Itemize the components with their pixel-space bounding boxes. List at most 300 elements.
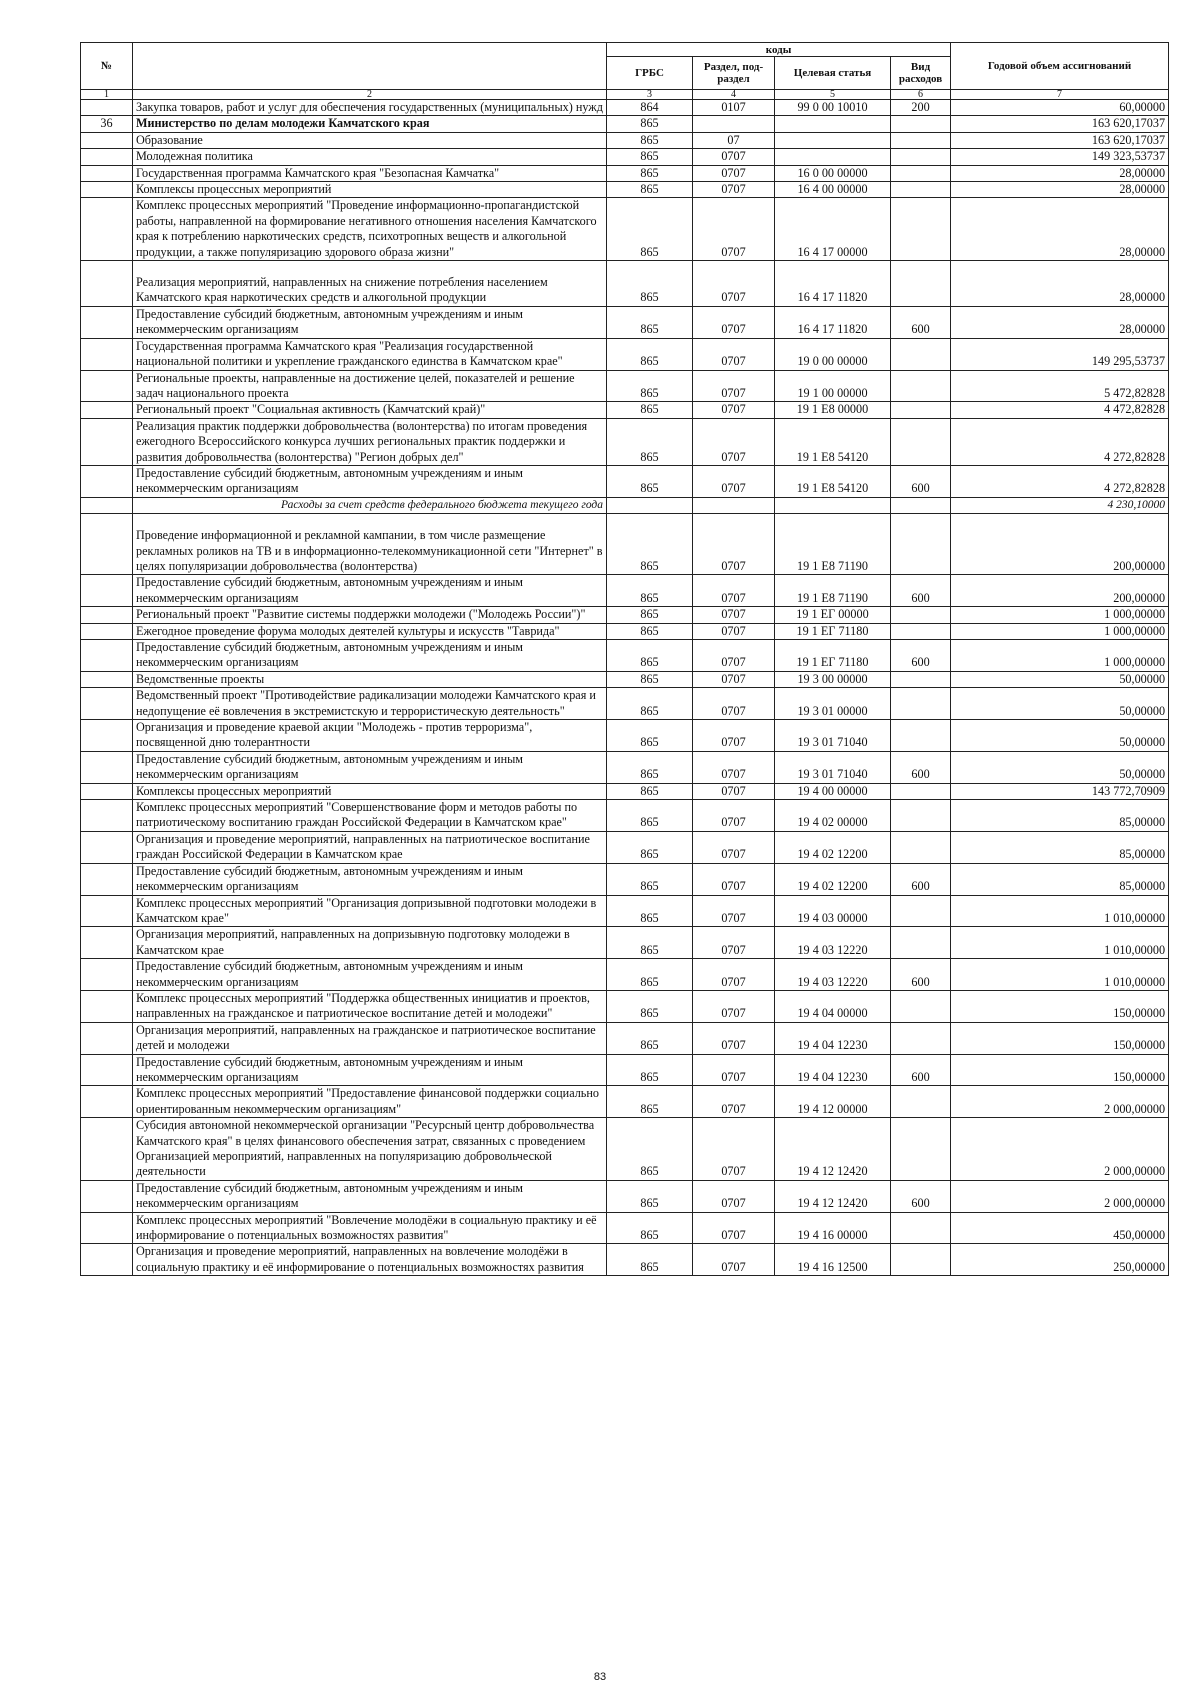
row-name: Организация мероприятий, направленных на допризывную подготовку молодежи в Камчатском крае [133, 927, 607, 959]
row-target-article: 16 4 00 00000 [775, 182, 891, 198]
row-name: Организация и проведение краевой акции "Молодежь - против терроризма", посвященной дню толерантности [133, 720, 607, 752]
row-target-article: 19 4 04 00000 [775, 990, 891, 1022]
row-expense-type [891, 623, 951, 639]
row-target-article: 19 4 04 12230 [775, 1022, 891, 1054]
row-target-article: 16 4 17 11820 [775, 261, 891, 307]
table-row [81, 198, 1169, 261]
row-name: Проведение информационной и рекламной кампании, в том числе размещение рекламных роликов на ТВ и в информационно-телекоммуникационной сети "Интернет" в целях популяризации добровольчества (волонтерства) [133, 514, 607, 575]
row-name: Комплекс процессных мероприятий "Поддержка общественных инициатив и проектов, направленных на гражданское и патриотическое воспитание детей и молодежи" [133, 990, 607, 1022]
row-razdel: 0707 [693, 1054, 775, 1086]
row-amount: 250,00000 [951, 1244, 1169, 1276]
row-expense-type [891, 895, 951, 927]
row-name: Государственная программа Камчатского края "Реализация государственной национальной политики и укрепление гражданского единства в Камчатском крае" [133, 338, 607, 370]
row-razdel: 07 [693, 132, 775, 148]
row-number: 36 [81, 116, 133, 132]
row-amount: 50,00000 [951, 751, 1169, 783]
row-grbs: 865 [607, 149, 693, 165]
row-razdel: 0707 [693, 640, 775, 672]
row-amount: 4 272,82828 [951, 418, 1169, 465]
row-expense-type: 600 [891, 1054, 951, 1086]
row-amount: 50,00000 [951, 720, 1169, 752]
row-razdel: 0707 [693, 149, 775, 165]
row-amount: 28,00000 [951, 182, 1169, 198]
row-name: Предоставление субсидий бюджетным, автономным учреждениям и иным некоммерческим организациям [133, 959, 607, 991]
header-razdel: Раздел, под-раздел [693, 57, 775, 90]
row-number [81, 402, 133, 418]
table-row [81, 751, 1169, 783]
row-amount: 60,00000 [951, 100, 1169, 116]
row-expense-type [891, 688, 951, 720]
table-row [81, 1086, 1169, 1118]
col-number: 7 [951, 90, 1169, 100]
row-target-article: 19 4 12 00000 [775, 1086, 891, 1118]
row-expense-type [891, 1086, 951, 1118]
row-number [81, 1180, 133, 1212]
row-target-article: 19 1 Е8 54120 [775, 465, 891, 497]
row-razdel: 0707 [693, 959, 775, 991]
row-grbs: 865 [607, 640, 693, 672]
row-target-article: 16 4 17 00000 [775, 198, 891, 261]
table-row [81, 640, 1169, 672]
row-number [81, 800, 133, 832]
row-amount: 28,00000 [951, 261, 1169, 307]
row-number [81, 338, 133, 370]
row-name: Предоставление субсидий бюджетным, автономным учреждениям и иным некоммерческим организациям [133, 751, 607, 783]
row-grbs: 865 [607, 927, 693, 959]
row-razdel [693, 497, 775, 513]
row-expense-type [891, 990, 951, 1022]
row-razdel: 0707 [693, 623, 775, 639]
header-vr: Вид расходов [891, 57, 951, 90]
row-expense-type: 600 [891, 306, 951, 338]
row-name: Организация мероприятий, направленных на гражданское и патриотическое воспитание детей и молодежи [133, 1022, 607, 1054]
row-grbs: 865 [607, 1022, 693, 1054]
row-expense-type: 600 [891, 465, 951, 497]
row-number [81, 149, 133, 165]
row-target-article: 19 0 00 00000 [775, 338, 891, 370]
row-amount: 1 000,00000 [951, 623, 1169, 639]
row-amount: 143 772,70909 [951, 783, 1169, 799]
row-number [81, 497, 133, 513]
row-razdel: 0707 [693, 575, 775, 607]
row-razdel: 0707 [693, 198, 775, 261]
header-row-1 [81, 43, 1169, 57]
table-row [81, 720, 1169, 752]
table-row [81, 831, 1169, 863]
row-expense-type [891, 165, 951, 181]
row-expense-type [891, 514, 951, 575]
table-row [81, 1180, 1169, 1212]
table-row [81, 261, 1169, 307]
row-razdel: 0707 [693, 1086, 775, 1118]
row-number [81, 514, 133, 575]
row-target-article: 16 4 17 11820 [775, 306, 891, 338]
row-grbs: 865 [607, 607, 693, 623]
row-number [81, 990, 133, 1022]
row-target-article: 99 0 00 10010 [775, 100, 891, 116]
row-razdel: 0707 [693, 1022, 775, 1054]
row-razdel: 0707 [693, 800, 775, 832]
row-expense-type [891, 720, 951, 752]
row-grbs: 865 [607, 306, 693, 338]
table-row [81, 1244, 1169, 1276]
row-amount: 85,00000 [951, 831, 1169, 863]
row-number [81, 751, 133, 783]
row-name: Министерство по делам молодежи Камчатского края [133, 116, 607, 132]
row-grbs: 865 [607, 783, 693, 799]
row-razdel: 0707 [693, 338, 775, 370]
col-number: 3 [607, 90, 693, 100]
row-amount: 28,00000 [951, 306, 1169, 338]
row-target-article: 19 4 16 00000 [775, 1212, 891, 1244]
row-razdel: 0707 [693, 465, 775, 497]
row-amount: 450,00000 [951, 1212, 1169, 1244]
row-amount: 150,00000 [951, 1054, 1169, 1086]
col-number: 4 [693, 90, 775, 100]
row-expense-type [891, 370, 951, 402]
row-razdel: 0707 [693, 261, 775, 307]
row-target-article: 19 1 ЕГ 71180 [775, 640, 891, 672]
table-body [81, 100, 1169, 1276]
row-grbs: 865 [607, 959, 693, 991]
row-amount: 150,00000 [951, 1022, 1169, 1054]
col-number: 6 [891, 90, 951, 100]
row-razdel [693, 116, 775, 132]
row-number [81, 1054, 133, 1086]
row-target-article: 19 1 ЕГ 71180 [775, 623, 891, 639]
row-amount: 50,00000 [951, 688, 1169, 720]
row-number [81, 418, 133, 465]
row-amount: 2 000,00000 [951, 1086, 1169, 1118]
row-number [81, 261, 133, 307]
row-razdel: 0707 [693, 927, 775, 959]
row-target-article: 16 0 00 00000 [775, 165, 891, 181]
row-razdel: 0707 [693, 514, 775, 575]
table-row [81, 465, 1169, 497]
row-target-article: 19 4 02 12200 [775, 831, 891, 863]
row-expense-type [891, 1118, 951, 1181]
row-grbs: 865 [607, 198, 693, 261]
row-amount: 50,00000 [951, 671, 1169, 687]
row-target-article: 19 1 ЕГ 00000 [775, 607, 891, 623]
row-grbs: 865 [607, 165, 693, 181]
row-target-article: 19 4 03 12220 [775, 927, 891, 959]
row-amount: 5 472,82828 [951, 370, 1169, 402]
row-name: Реализация мероприятий, направленных на снижение потребления населением Камчатского края наркотических средств и алкогольной продукции [133, 261, 607, 307]
row-name: Комплекс процессных мероприятий "Вовлечение молодёжи в социальную практику и её информирование о потенциальных возможностях развития" [133, 1212, 607, 1244]
row-number [81, 1086, 133, 1118]
row-grbs: 865 [607, 895, 693, 927]
row-amount: 2 000,00000 [951, 1180, 1169, 1212]
row-expense-type [891, 607, 951, 623]
row-target-article: 19 4 12 12420 [775, 1118, 891, 1181]
row-grbs: 865 [607, 418, 693, 465]
row-name: Молодежная политика [133, 149, 607, 165]
row-target-article: 19 3 01 00000 [775, 688, 891, 720]
row-target-article: 19 4 04 12230 [775, 1054, 891, 1086]
row-razdel: 0707 [693, 607, 775, 623]
row-name: Комплекс процессных мероприятий "Проведение информационно-пропагандистской работы, направленной на формирование негативного отношения населения Камчатского края к потреблению наркотических средств, психотропных веществ и алкогольной продукции, а также популяризацию здорового образа жизни" [133, 198, 607, 261]
row-number [81, 831, 133, 863]
row-grbs: 865 [607, 182, 693, 198]
row-razdel: 0707 [693, 990, 775, 1022]
row-amount: 200,00000 [951, 514, 1169, 575]
table-row [81, 182, 1169, 198]
row-name: Предоставление субсидий бюджетным, автономным учреждениям и иным некоммерческим организациям [133, 575, 607, 607]
row-target-article: 19 1 Е8 71190 [775, 575, 891, 607]
row-name: Ведомственный проект "Противодействие радикализации молодежи Камчатского края и недопущение её вовлечения в экстремистскую и террористическую деятельность" [133, 688, 607, 720]
row-expense-type [891, 1212, 951, 1244]
row-name: Предоставление субсидий бюджетным, автономным учреждениям и иным некоммерческим организациям [133, 306, 607, 338]
row-amount: 28,00000 [951, 198, 1169, 261]
table-row [81, 959, 1169, 991]
row-target-article: 19 4 03 12220 [775, 959, 891, 991]
table-row [81, 575, 1169, 607]
row-expense-type [891, 927, 951, 959]
row-razdel: 0707 [693, 306, 775, 338]
row-number [81, 863, 133, 895]
row-grbs: 864 [607, 100, 693, 116]
row-number [81, 370, 133, 402]
row-grbs: 865 [607, 990, 693, 1022]
row-amount: 1 010,00000 [951, 927, 1169, 959]
table-row [81, 100, 1169, 116]
row-grbs: 865 [607, 863, 693, 895]
row-number [81, 1244, 133, 1276]
table-row [81, 927, 1169, 959]
row-grbs: 865 [607, 1212, 693, 1244]
row-grbs: 865 [607, 1054, 693, 1086]
row-name: Комплексы процессных мероприятий [133, 182, 607, 198]
row-razdel: 0707 [693, 402, 775, 418]
row-grbs [607, 497, 693, 513]
row-grbs: 865 [607, 116, 693, 132]
row-amount: 1 010,00000 [951, 959, 1169, 991]
row-amount: 2 000,00000 [951, 1118, 1169, 1181]
table-row [81, 306, 1169, 338]
row-expense-type [891, 418, 951, 465]
row-razdel: 0707 [693, 688, 775, 720]
table-row [81, 370, 1169, 402]
row-number [81, 720, 133, 752]
row-expense-type [891, 671, 951, 687]
table-row [81, 165, 1169, 181]
col-number: 5 [775, 90, 891, 100]
row-name: Региональный проект "Социальная активность (Камчатский край)" [133, 402, 607, 418]
row-expense-type [891, 149, 951, 165]
row-amount: 163 620,17037 [951, 116, 1169, 132]
row-expense-type [891, 831, 951, 863]
row-expense-type [891, 497, 951, 513]
row-grbs: 865 [607, 751, 693, 783]
row-number [81, 465, 133, 497]
row-razdel: 0707 [693, 1244, 775, 1276]
row-name: Комплексы процессных мероприятий [133, 783, 607, 799]
table-row [81, 895, 1169, 927]
row-number [81, 132, 133, 148]
row-expense-type [891, 132, 951, 148]
row-number [81, 959, 133, 991]
row-amount: 4 230,10000 [951, 497, 1169, 513]
row-target-article: 19 4 02 12200 [775, 863, 891, 895]
row-grbs: 865 [607, 623, 693, 639]
row-number [81, 165, 133, 181]
budget-sheet [80, 42, 1168, 1276]
row-expense-type: 600 [891, 1180, 951, 1212]
row-expense-type: 600 [891, 751, 951, 783]
row-grbs: 865 [607, 370, 693, 402]
column-number-row [81, 90, 1169, 100]
row-target-article: 19 4 12 12420 [775, 1180, 891, 1212]
row-amount: 85,00000 [951, 800, 1169, 832]
row-number [81, 1212, 133, 1244]
row-amount: 85,00000 [951, 863, 1169, 895]
row-expense-type [891, 783, 951, 799]
col-number: 2 [133, 90, 607, 100]
row-number [81, 895, 133, 927]
row-grbs: 865 [607, 688, 693, 720]
table-row [81, 688, 1169, 720]
row-name: Организация и проведение мероприятий, направленных на патриотическое воспитание граждан Российской Федерации в Камчатском крае [133, 831, 607, 863]
row-grbs: 865 [607, 402, 693, 418]
row-expense-type [891, 1022, 951, 1054]
row-grbs: 865 [607, 800, 693, 832]
row-name: Ведомственные проекты [133, 671, 607, 687]
row-razdel: 0707 [693, 720, 775, 752]
row-grbs: 865 [607, 1244, 693, 1276]
row-number [81, 1118, 133, 1181]
row-number [81, 575, 133, 607]
row-name: Субсидия автономной некоммерческой организации "Ресурсный центр добровольчества Камчатского края" в целях финансового обеспечения затрат, связанных с проведением Организацией мероприятий, направленных на популяризацию добровольческой деятельности [133, 1118, 607, 1181]
row-target-article [775, 132, 891, 148]
row-name: Образование [133, 132, 607, 148]
row-razdel: 0707 [693, 370, 775, 402]
row-number [81, 100, 133, 116]
row-expense-type [891, 116, 951, 132]
row-amount: 4 272,82828 [951, 465, 1169, 497]
row-expense-type [891, 261, 951, 307]
row-grbs: 865 [607, 465, 693, 497]
row-razdel: 0707 [693, 182, 775, 198]
row-razdel: 0707 [693, 671, 775, 687]
row-target-article: 19 1 00 00000 [775, 370, 891, 402]
row-expense-type [891, 198, 951, 261]
row-grbs: 865 [607, 720, 693, 752]
appropriations-table [80, 42, 1169, 1276]
row-expense-type [891, 182, 951, 198]
table-row [81, 497, 1169, 513]
table-row [81, 607, 1169, 623]
row-name: Комплекс процессных мероприятий "Предоставление финансовой поддержки социально ориентированным некоммерческим организациям" [133, 1086, 607, 1118]
table-row [81, 783, 1169, 799]
row-name: Государственная программа Камчатского края "Безопасная Камчатка" [133, 165, 607, 181]
row-target-article: 19 4 02 00000 [775, 800, 891, 832]
header-name [133, 43, 607, 90]
row-razdel: 0707 [693, 831, 775, 863]
table-row [81, 514, 1169, 575]
row-name: Ежегодное проведение форума молодых деятелей культуры и искусств "Таврида" [133, 623, 607, 639]
row-expense-type [891, 1244, 951, 1276]
row-name: Закупка товаров, работ и услуг для обеспечения государственных (муниципальных) нужд [133, 100, 607, 116]
row-amount: 4 472,82828 [951, 402, 1169, 418]
row-target-article [775, 149, 891, 165]
row-expense-type [891, 338, 951, 370]
row-razdel: 0707 [693, 783, 775, 799]
row-name: Комплекс процессных мероприятий "Совершенствование форм и методов работы по патриотическому воспитанию граждан Российской Федерации в Камчатском крае" [133, 800, 607, 832]
row-target-article: 19 1 Е8 71190 [775, 514, 891, 575]
row-expense-type: 600 [891, 640, 951, 672]
table-row [81, 418, 1169, 465]
row-grbs: 865 [607, 514, 693, 575]
row-expense-type: 600 [891, 575, 951, 607]
row-grbs: 865 [607, 831, 693, 863]
table-row [81, 1054, 1169, 1086]
header-cs: Целевая статья [775, 57, 891, 90]
table-row [81, 990, 1169, 1022]
table-row [81, 671, 1169, 687]
row-number [81, 623, 133, 639]
row-amount: 150,00000 [951, 990, 1169, 1022]
row-grbs: 865 [607, 575, 693, 607]
row-number [81, 783, 133, 799]
row-target-article: 19 3 00 00000 [775, 671, 891, 687]
row-razdel: 0707 [693, 1118, 775, 1181]
table-row [81, 338, 1169, 370]
row-amount: 1 010,00000 [951, 895, 1169, 927]
row-target-article: 19 4 16 12500 [775, 1244, 891, 1276]
row-target-article: 19 1 Е8 54120 [775, 418, 891, 465]
row-number [81, 182, 133, 198]
row-expense-type: 200 [891, 100, 951, 116]
row-name: Расходы за счет средств федерального бюджета текущего года [133, 497, 607, 513]
table-row [81, 1118, 1169, 1181]
col-number: 1 [81, 90, 133, 100]
row-target-article: 19 4 03 00000 [775, 895, 891, 927]
table-row [81, 1022, 1169, 1054]
row-number [81, 671, 133, 687]
row-name: Предоставление субсидий бюджетным, автономным учреждениям и иным некоммерческим организациям [133, 465, 607, 497]
row-amount: 149 295,53737 [951, 338, 1169, 370]
row-target-article: 19 3 01 71040 [775, 720, 891, 752]
row-number [81, 927, 133, 959]
table-row [81, 116, 1169, 132]
row-name: Предоставление субсидий бюджетным, автономным учреждениям и иным некоммерческим организациям [133, 640, 607, 672]
header-sum: Годовой объем ассигнований [951, 43, 1169, 90]
page-number: 83 [593, 1671, 607, 1683]
table-row [81, 132, 1169, 148]
row-grbs: 865 [607, 1118, 693, 1181]
table-row [81, 623, 1169, 639]
row-name: Региональные проекты, направленные на достижение целей, показателей и решение задач национального проекта [133, 370, 607, 402]
row-amount: 149 323,53737 [951, 149, 1169, 165]
row-amount: 163 620,17037 [951, 132, 1169, 148]
row-razdel: 0707 [693, 895, 775, 927]
row-number [81, 640, 133, 672]
row-amount: 1 000,00000 [951, 640, 1169, 672]
row-expense-type: 600 [891, 959, 951, 991]
row-name: Региональный проект "Развитие системы поддержки молодежи ("Молодежь России")" [133, 607, 607, 623]
row-grbs: 865 [607, 261, 693, 307]
table-row [81, 149, 1169, 165]
row-number [81, 306, 133, 338]
row-target-article [775, 497, 891, 513]
row-name: Предоставление субсидий бюджетным, автономным учреждениям и иным некоммерческим организациям [133, 863, 607, 895]
row-amount: 28,00000 [951, 165, 1169, 181]
row-target-article: 19 3 01 71040 [775, 751, 891, 783]
row-name: Предоставление субсидий бюджетным, автономным учреждениям и иным некоммерческим организациям [133, 1054, 607, 1086]
row-expense-type [891, 402, 951, 418]
row-grbs: 865 [607, 338, 693, 370]
